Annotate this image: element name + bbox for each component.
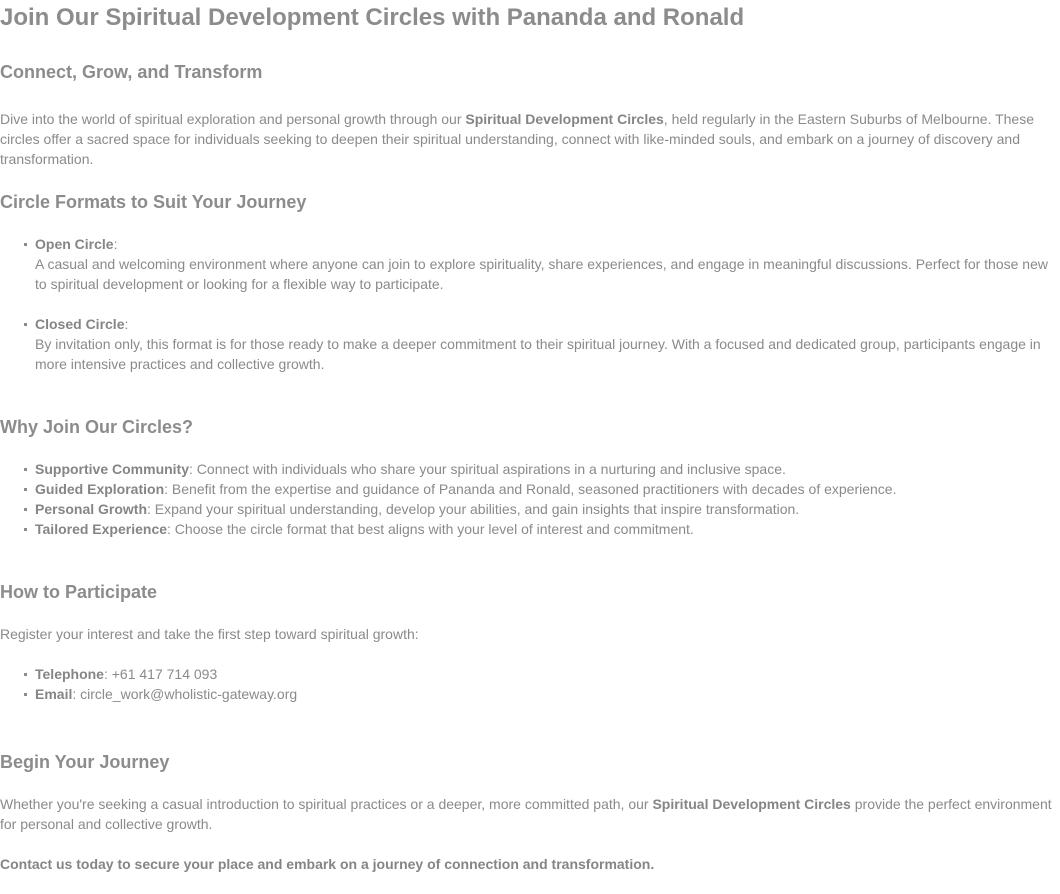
intro-heading: Connect, Grow, and Transform (0, 62, 263, 82)
format-suffix: : (124, 316, 129, 332)
intro-text-before: Dive into the world of spiritual exploration and personal growth through our (0, 111, 466, 127)
cta-text: Contact us today to secure your place and embark on a journey of connection and transformation. (0, 856, 655, 872)
journey-paragraph (0, 794, 1058, 834)
journey-text-before: Whether you're seeking a casual introduction to spiritual practices or a deeper, more committed path, our (0, 796, 653, 812)
intro-text-after: , held regularly in the Eastern Suburbs of Melbourne. These circles offer a sacred space for individuals seeking to deepen their spiritual understanding, connect with like-minded souls, and embark on a journey of discovery and transformation. (0, 111, 1034, 167)
participate-paragraph: Register your interest and take the first step toward spiritual growth: (0, 626, 419, 642)
contact-label-telephone: Telephone (35, 666, 104, 682)
why-label: Supportive Community (35, 461, 190, 477)
format-suffix: : (113, 236, 118, 252)
list-item (0, 519, 1058, 539)
contact-list (0, 664, 1058, 704)
why-list (0, 459, 1058, 539)
list-item (0, 459, 1058, 479)
page-title: Join Our Spiritual Development Circles with Pananda and Ronald (0, 4, 745, 31)
list-item (0, 684, 1058, 704)
journey-bold: Spiritual Development Circles (652, 796, 851, 812)
participate-heading: How to Participate (0, 582, 158, 602)
list-item (0, 499, 1058, 519)
list-item (0, 664, 1058, 684)
list-item (0, 234, 1058, 294)
why-text: : Choose the circle format that best aligns with your level of interest and commitment. (167, 521, 694, 537)
intro-paragraph (0, 109, 1058, 169)
why-text: : Connect with individuals who share your spiritual aspirations in a nurturing and inclusive space. (189, 461, 786, 477)
journey-heading: Begin Your Journey (0, 752, 170, 772)
format-label-open: Open Circle (35, 236, 114, 252)
why-heading: Why Join Our Circles? (0, 417, 194, 437)
why-text: : Benefit from the expertise and guidance of Pananda and Ronald, seasoned practitioners with decades of experience. (164, 481, 897, 497)
contact-label-email: Email (35, 686, 73, 702)
intro-bold: Spiritual Development Circles (465, 111, 664, 127)
format-label-closed: Closed Circle (35, 316, 125, 332)
why-label: Personal Growth (35, 501, 148, 517)
why-label: Tailored Experience (35, 521, 168, 537)
formats-heading: Circle Formats to Suit Your Journey (0, 192, 307, 212)
format-description-open: A casual and welcoming environment where anyone can join to explore spirituality, share experiences, and engage in meaningful discussions. Perfect for those new to spiritual development or looking for a flexible way to participate. (35, 256, 1048, 292)
contact-telephone-value: : +61 417 714 093 (103, 666, 218, 682)
list-item (0, 314, 1058, 374)
contact-email-value: : circle_work@wholistic-gateway.org (72, 686, 298, 702)
format-description-closed: By invitation only, this format is for those ready to make a deeper commitment to their spiritual journey. With a focused and dedicated group, participants engage in more intensive practices and collective growth. (35, 336, 1041, 372)
formats-list (0, 234, 1058, 374)
list-item (0, 479, 1058, 499)
cta-paragraph (0, 854, 1058, 874)
why-label: Guided Exploration (35, 481, 165, 497)
journey-text-after: provide the perfect environment for personal and collective growth. (0, 796, 1052, 832)
why-text: : Expand your spiritual understanding, develop your abilities, and gain insights that inspire transformation. (147, 501, 800, 517)
